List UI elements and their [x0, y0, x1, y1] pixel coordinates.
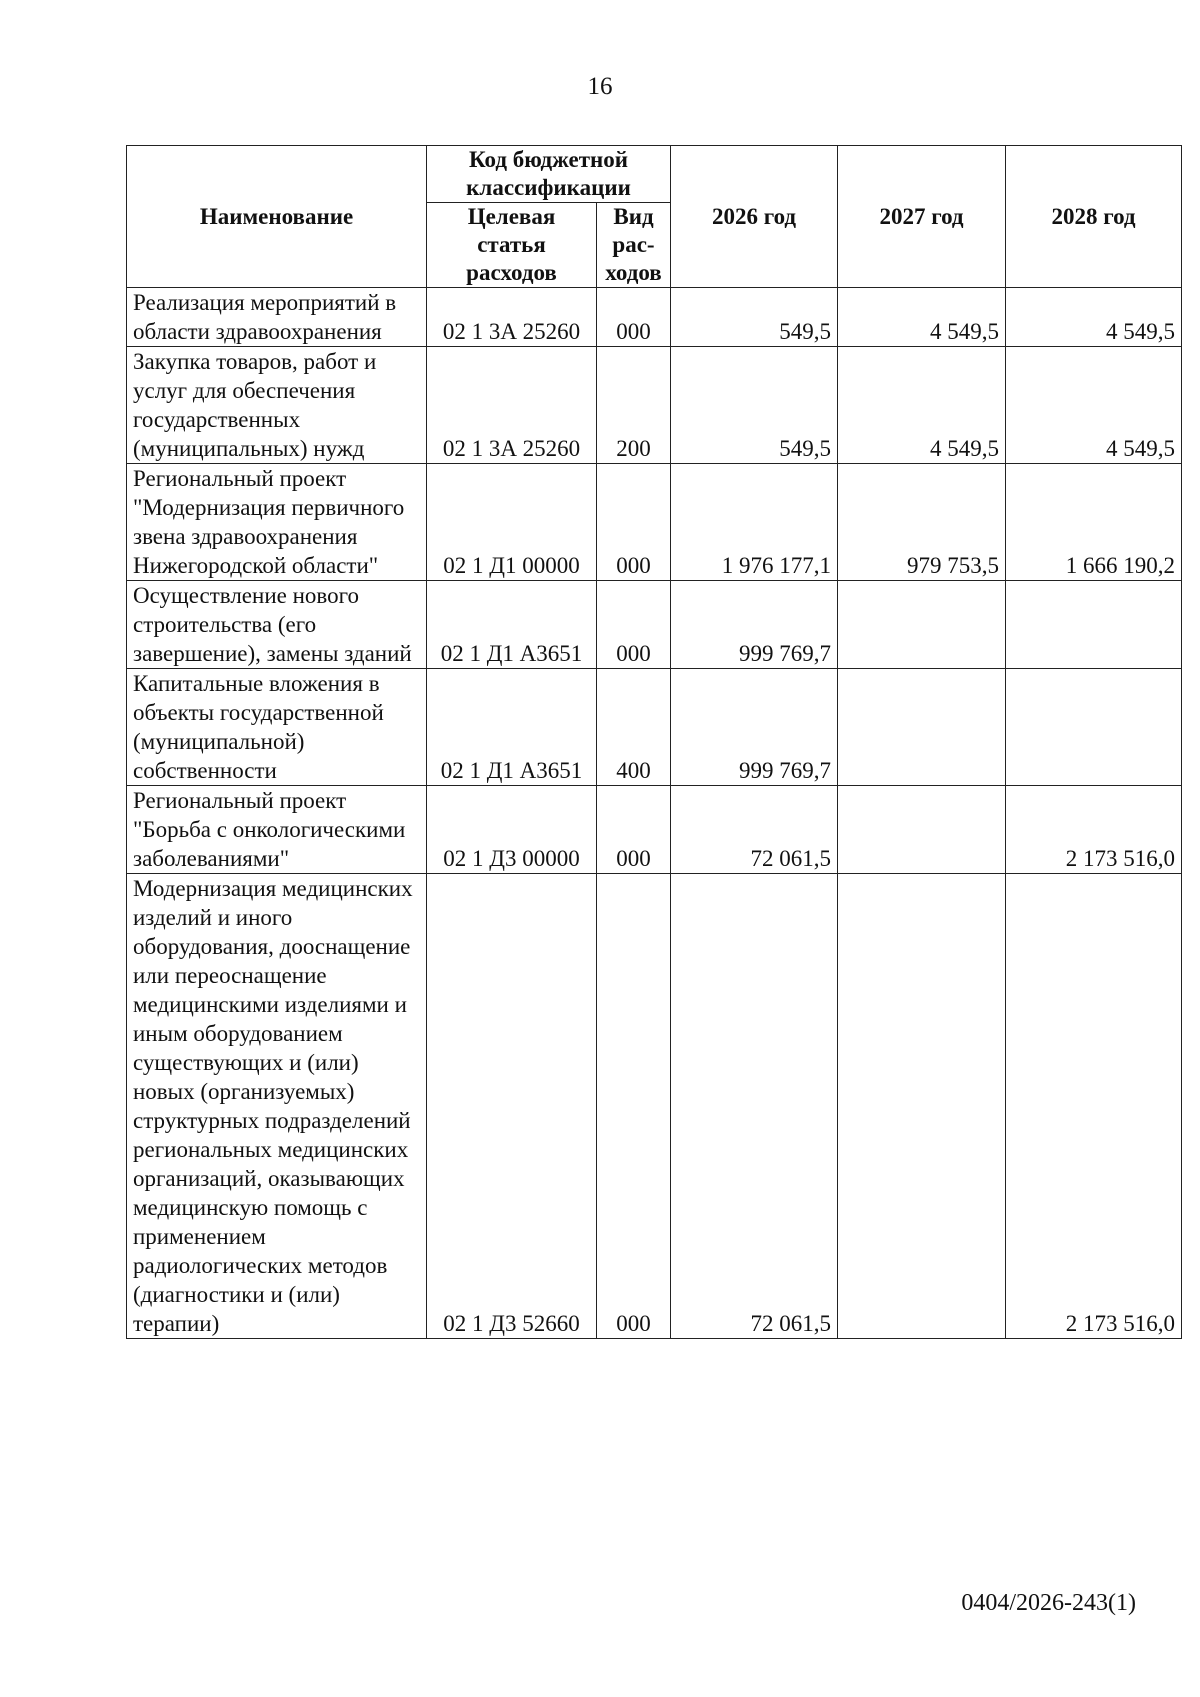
header-target-article: Целевая статья расходов [427, 203, 597, 288]
row-2027: 4 549,5 [838, 288, 1006, 347]
row-2027 [838, 581, 1006, 669]
header-kbk: Код бюджетной классификации [427, 146, 671, 203]
row-code: 02 1 Д3 52660 [427, 874, 597, 1339]
row-kind: 000 [597, 288, 671, 347]
row-name: Реализация мероприятий в области здравоохранения [127, 288, 427, 347]
row-2028: 4 549,5 [1006, 288, 1182, 347]
row-kind: 200 [597, 347, 671, 464]
table-row [127, 669, 1182, 786]
row-code: 02 1 3А 25260 [427, 288, 597, 347]
budget-table [126, 145, 1182, 1339]
row-2026: 72 061,5 [671, 874, 838, 1339]
row-code: 02 1 Д1 00000 [427, 464, 597, 581]
row-2027 [838, 669, 1006, 786]
row-2027 [838, 786, 1006, 874]
row-2027: 4 549,5 [838, 347, 1006, 464]
row-name: Капитальные вложения в объекты государственной (муниципальной) собственности [127, 669, 427, 786]
row-code: 02 1 Д1 А3651 [427, 581, 597, 669]
row-code: 02 1 3А 25260 [427, 347, 597, 464]
row-kind: 000 [597, 786, 671, 874]
row-name: Осуществление нового строительства (его завершение), замены зданий [127, 581, 427, 669]
row-2026: 549,5 [671, 347, 838, 464]
table-row [127, 464, 1182, 581]
row-name: Региональный проект "Модернизация первичного звена здравоохранения Нижегородской области" [127, 464, 427, 581]
row-2027 [838, 874, 1006, 1339]
row-2028: 2 173 516,0 [1006, 874, 1182, 1339]
table-row [127, 288, 1182, 347]
row-kind: 400 [597, 669, 671, 786]
row-2026: 1 976 177,1 [671, 464, 838, 581]
header-name: Наименование [127, 146, 427, 288]
row-kind: 000 [597, 874, 671, 1339]
document-number: 0404/2026-243(1) [961, 1590, 1136, 1616]
row-kind: 000 [597, 581, 671, 669]
row-2028 [1006, 581, 1182, 669]
header-2028: 2028 год [1006, 146, 1182, 288]
row-2028: 1 666 190,2 [1006, 464, 1182, 581]
row-kind: 000 [597, 464, 671, 581]
header-row [127, 146, 1182, 203]
header-2026: 2026 год [671, 146, 838, 288]
page-number: 16 [587, 73, 613, 100]
row-2026: 999 769,7 [671, 669, 838, 786]
row-name: Модернизация медицинских изделий и иного оборудования, дооснащение или переоснащение медицинскими изделиями и иным оборудованием существующих и (или) новых (организуемых) структурных подразделений региональных медицинских организаций, оказывающих медицинскую помощь с применением радиологических методов (диагностики и (или) терапии) [127, 874, 427, 1339]
row-2028: 4 549,5 [1006, 347, 1182, 464]
row-2028: 2 173 516,0 [1006, 786, 1182, 874]
row-code: 02 1 Д1 А3651 [427, 669, 597, 786]
header-2027: 2027 год [838, 146, 1006, 288]
row-2028 [1006, 669, 1182, 786]
table-row [127, 874, 1182, 1339]
row-2026: 999 769,7 [671, 581, 838, 669]
table-row [127, 786, 1182, 874]
row-2026: 549,5 [671, 288, 838, 347]
row-2027: 979 753,5 [838, 464, 1006, 581]
header-expense-kind: Вид рас-ходов [597, 203, 671, 288]
row-code: 02 1 Д3 00000 [427, 786, 597, 874]
table-row [127, 347, 1182, 464]
table-row [127, 581, 1182, 669]
row-name: Закупка товаров, работ и услуг для обеспечения государственных (муниципальных) нужд [127, 347, 427, 464]
row-name: Региональный проект "Борьба с онкологическими заболеваниями" [127, 786, 427, 874]
row-2026: 72 061,5 [671, 786, 838, 874]
